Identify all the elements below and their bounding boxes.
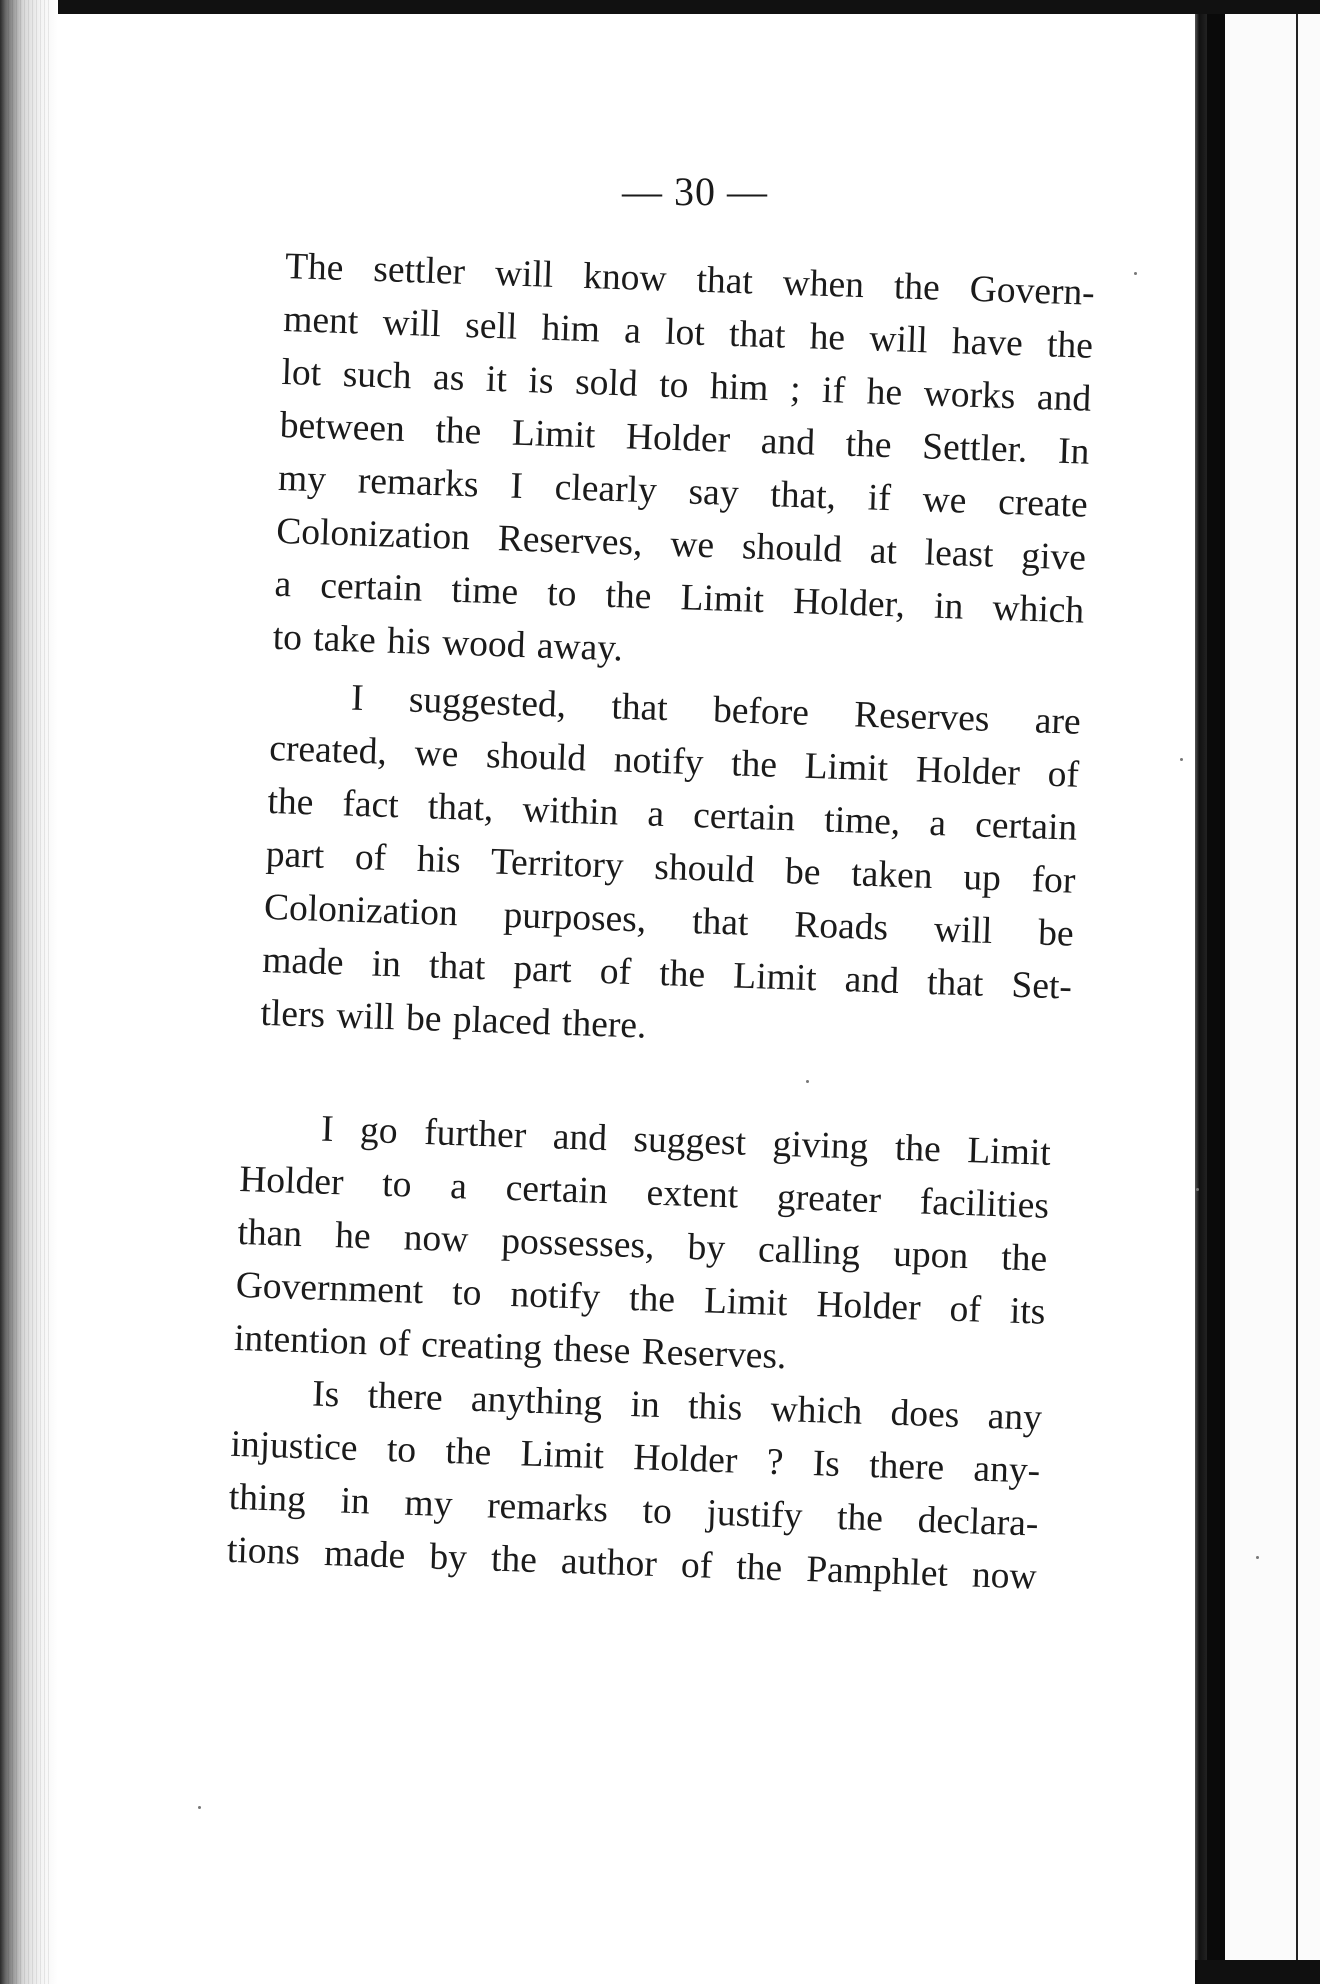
text-line: between the Limit Holder and the Settler. In <box>279 404 1091 473</box>
adjacent-page-strip <box>1225 14 1320 1984</box>
text-line: to take his wood away. <box>272 616 624 670</box>
scan-speck <box>198 1806 201 1809</box>
text-line: Colonization Reserves, we should at least give <box>275 510 1087 579</box>
paragraph-3 <box>226 1100 1051 1604</box>
text-line: The settler will know that when the Govern- <box>284 245 1096 314</box>
text-line: part of his Territory should be taken up for <box>265 833 1077 902</box>
page-stack-edges <box>8 0 52 1984</box>
scan-speck <box>806 1080 809 1083</box>
text-line: lot such as it is sold to him ; if he works and <box>280 351 1092 420</box>
text-line: my remarks I clearly say that, if we create <box>277 457 1089 526</box>
scan-top-border <box>0 0 1320 14</box>
text-line: thing in my remarks to justify the declara- <box>228 1476 1040 1545</box>
paragraph-1 <box>272 240 1096 691</box>
text-line: a certain time to the Limit Holder, in which <box>273 563 1085 632</box>
adjacent-page-edge <box>1296 14 1298 1984</box>
text-line: I go further and suggest giving the Limit <box>320 1108 1052 1174</box>
text-line: tlers will be placed there. <box>259 992 648 1047</box>
text-line: intention of creating these Reserves. <box>233 1317 788 1378</box>
text-line: made in that part of the Limit and that Set- <box>261 939 1073 1008</box>
paragraph-2 <box>260 669 1082 1067</box>
text-line: Colonization purposes, that Roads will be <box>263 886 1075 955</box>
text-line: the fact that, within a certain time, a certain <box>266 780 1078 849</box>
scan-speck <box>1134 272 1137 275</box>
text-line: tions made by the author of the Pamphlet now <box>226 1529 1038 1598</box>
scan-right-border <box>1207 14 1225 1960</box>
text-line: Is there anything in this which does any <box>311 1373 1043 1439</box>
page-number: — 30 — <box>622 169 768 214</box>
text-line: injustice to the Limit Holder ? Is there any- <box>229 1423 1041 1492</box>
scan-speck <box>1256 1556 1259 1559</box>
text-line: I suggested, that before Reserves are <box>350 677 1082 743</box>
scan-speck <box>1196 1188 1199 1191</box>
scan-bottom-corner <box>1195 1960 1320 1984</box>
page-right-edge <box>1195 14 1207 1960</box>
scan-speck <box>1180 758 1183 761</box>
text-line: created, we should notify the Limit Holder of <box>268 727 1080 796</box>
text-line: than he now possesses, by calling upon the <box>236 1211 1048 1280</box>
text-line: ment will sell him a lot that he will have the <box>282 298 1094 367</box>
text-line: Holder to a certain extent greater facilities <box>238 1158 1050 1227</box>
text-line: Government to notify the Limit Holder of its <box>235 1264 1047 1333</box>
